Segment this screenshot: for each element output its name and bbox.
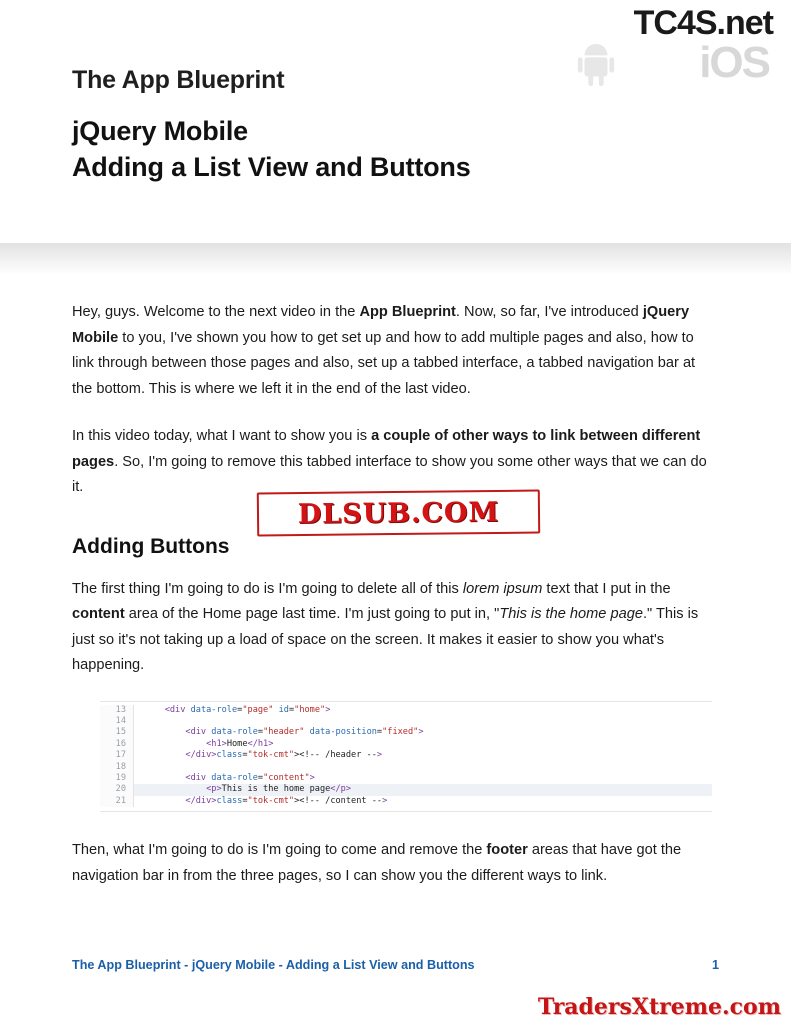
p3-seg4: ." This is just so it's not taking up a load of space on the screen. It makes it easier to show you what's happening.: [72, 606, 699, 673]
code-line-text: </div>class="tok-cmt"><!-- /header -->: [185, 750, 383, 761]
code-line: [100, 705, 712, 716]
tc4s-watermark-text: TC4S.net: [633, 4, 773, 42]
code-line: [100, 784, 712, 795]
p2-seg1: In this video today, what I want to show you is: [72, 428, 372, 444]
paragraph-video-topic: [72, 424, 712, 501]
p1-seg1: Hey, guys. Welcome to the next video in the: [72, 304, 360, 320]
p4-seg1: Then, what I'm going to do is I'm going to come and remove the: [72, 842, 487, 859]
p1-seg3: to you, I've shown you how to get set up and how to add multiple pages and also, how to link through between those pages and also, set up a tabbed interface, a tabbed navigation bar at the bottom. This is where we left it in the end of the last video.: [72, 329, 696, 397]
code-line-number: 21: [100, 796, 134, 807]
ios-ghost-text: iOS: [699, 38, 769, 87]
section-heading-adding-buttons: Adding Buttons: [72, 534, 230, 558]
code-line-text: [134, 762, 149, 773]
footer-title: The App Blueprint - jQuery Mobile - Adding a List View and Buttons: [72, 958, 475, 972]
code-line-number: 19: [100, 773, 134, 784]
p1-seg2: . Now, so far, I've introduced: [455, 304, 643, 320]
p2-bold-ways-to-link: a couple of other ways to link between different pages: [72, 428, 701, 470]
p3-seg2: text that I put in the: [542, 580, 671, 597]
p1-bold-jquery-mobile: jQuery Mobile: [72, 304, 690, 346]
code-line: [100, 716, 712, 727]
code-line: [100, 739, 712, 750]
code-line: [100, 796, 712, 807]
code-line: [100, 750, 712, 761]
footer-page-number: 1: [711, 958, 719, 972]
document-title: jQuery Mobile: [72, 116, 248, 146]
title-block: [72, 66, 471, 183]
dlsub-watermark-stamp: [257, 490, 540, 537]
p3-italic-lorem-ipsum: lorem ipsum: [462, 580, 543, 597]
p3-seg3: area of the Home page last time. I'm just going to put in, ": [124, 606, 500, 622]
paragraph-delete-lorem: [72, 577, 712, 679]
paragraph-intro: [72, 300, 712, 402]
code-figure: [72, 701, 712, 813]
code-line-text: <p>This is the home page</p>: [206, 784, 352, 795]
document-body: [72, 300, 712, 911]
p4-seg2: areas that have got the navigation bar in from the three pages, so I can show you the different ways to link.: [72, 842, 682, 884]
code-line-text: <div data-role="header" data-position="fixed">: [185, 727, 424, 738]
code-line-text: <div data-role="page" id="home">: [164, 704, 331, 715]
dlsub-watermark-text: DLSUB.COM: [297, 496, 500, 530]
code-line-number: 14: [100, 716, 134, 727]
p2-seg2: . So, I'm going to remove this tabbed interface to show you some other ways that we can do it.: [72, 453, 707, 495]
p3-seg1: The first thing I'm going to do is I'm going to delete all of this: [72, 580, 463, 597]
tradersxtreme-watermark: TradersXtreme.com: [537, 994, 781, 1020]
document-footer: [72, 958, 719, 972]
document-supertitle: The App Blueprint: [72, 66, 285, 94]
code-line-text: [134, 716, 149, 727]
code-line: [100, 727, 712, 738]
code-line-text: <div data-role="content">: [185, 772, 315, 783]
code-line: [100, 773, 712, 784]
code-line-number: 17: [100, 750, 134, 761]
code-line: [100, 762, 712, 773]
p1-bold-app-blueprint: App Blueprint: [359, 304, 456, 320]
p3-bold-content: content: [72, 606, 125, 622]
document-header: [0, 0, 791, 243]
paragraph-remove-footer: [72, 838, 712, 889]
p3-italic-home-page: This is the home page: [499, 606, 643, 622]
header-divider-gradient: [0, 243, 791, 275]
code-line-text: <h1>Home</h1>: [206, 738, 274, 749]
code-line-number: 18: [100, 762, 134, 773]
code-line-number: 16: [100, 739, 134, 750]
code-line-number: 20: [100, 784, 134, 795]
android-robot-icon: [573, 42, 619, 88]
code-snippet: [100, 701, 712, 813]
code-line-text: </div>class="tok-cmt"><!-- /content -->: [185, 795, 388, 806]
code-line-number: 13: [100, 705, 134, 716]
code-line-number: 15: [100, 727, 134, 738]
document-subtitle: Adding a List View and Buttons: [72, 152, 471, 182]
tc4s-watermark: [567, 2, 777, 94]
p4-bold-footer: footer: [486, 842, 528, 859]
